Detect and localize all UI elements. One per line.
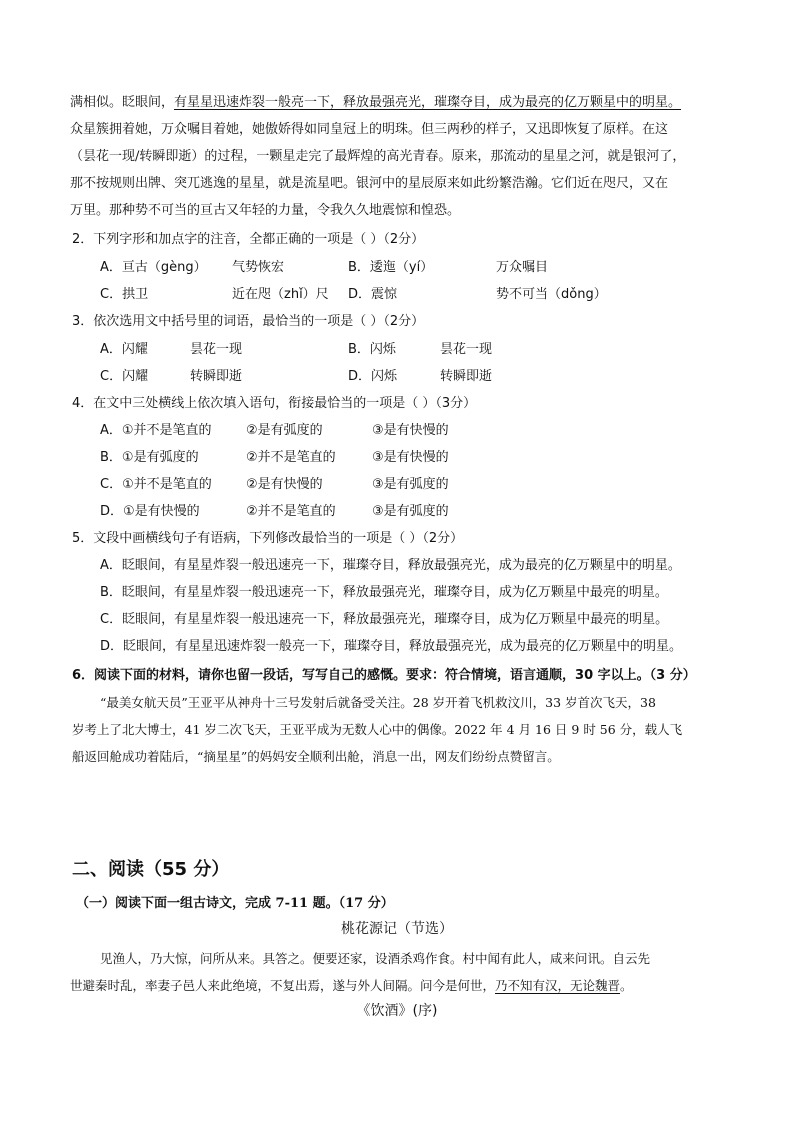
section-2-title: 二、阅读（55 分） (72, 859, 230, 880)
q3-option-c-word: 转瞬即逝 (190, 369, 243, 384)
passage-line-5: 万里。那种势不可当的亘古又年轻的力量，令我久久地震惊和惶恐。 (70, 203, 461, 218)
question-2-row-cd (100, 281, 740, 308)
q4-option-d-2: ②并不是笔直的 (246, 504, 336, 519)
question-3-row-cd (100, 363, 740, 390)
q4-option-b-1: B．①是有弧度的 (100, 450, 199, 465)
passage-line-2: 众星簇拥着她，万众嘱目着她，她傲娇得如同皇冠上的明珠。但三两秒的样子，又迅即恢复了原样。在这 (70, 122, 669, 137)
q4-option-d (100, 498, 740, 525)
q3-option-d: D．闪烁 (348, 369, 398, 384)
q2-option-c-word: 近在咫（zhǐ）尺 (232, 287, 329, 302)
q3-option-b-word: 昙花一现 (440, 342, 493, 357)
passage-line-3: （昙花一现/转瞬即逝）的过程，一颗星走完了最辉煌的高光青春。原来，那流动的星星之河，就是银河了， (70, 149, 686, 164)
q4-option-a (100, 417, 740, 444)
question-3-stem: 3．依次选用文中括号里的词语，最恰当的一项是（ ）（2分） (72, 314, 425, 329)
q4-option-c-2: ②是有快慢的 (246, 477, 323, 492)
q5-option-d: D．眨眼间，有星星迅速炸裂一般亮一下，璀璨夺目，释放最强亮光，成为最亮的亿万颗星中的明星。 (100, 639, 683, 654)
q4-option-c (100, 471, 740, 498)
underlined-phrase: 乃不知有汉，无论魏晋 (495, 978, 621, 993)
q2-option-a-word: 气势恢宏 (232, 260, 285, 275)
classical-text-line-2: 世避秦时乱，率妻子邑人来此绝境，不复出焉，遂与外人间隔。问今是何世，乃不知有汉，无论魏晋。 (70, 978, 633, 993)
q5-option-a: A．眨眼间，有星星炸裂一般迅速亮一下，璀璨夺目，释放最强亮光，成为最亮的亿万颗星中的明星。 (100, 558, 681, 573)
q4-option-b (100, 444, 740, 471)
passage-line-4: 那不按规则出牌、突兀逃逸的星星，就是流星吧。银河中的星辰原来如此纷繁浩瀚。它们近在咫尺，又在 (70, 176, 669, 191)
q5-option-b: B．眨眼间，有星星炸裂一般迅速亮一下，释放最强亮光，璀璨夺目，成为亿万颗星中最亮的明星。 (100, 585, 668, 600)
q3-option-d-word: 转瞬即逝 (440, 369, 493, 384)
q4-option-d-3: ③是有弧度的 (372, 504, 449, 519)
question-6-stem: 6．阅读下面的材料，请你也留一段话，写写自己的感慨。要求：符合情境，语言通顺，30 字以上。（3 分） (72, 668, 696, 683)
q2-option-d-word: 势不可当（dǒng） (496, 287, 607, 302)
q4-option-b-2: ②并不是笔直的 (246, 450, 336, 465)
q6-material-line-2: 岁考上了北大博士，41 岁二次飞天，王亚平成为无数人心中的偶像。2022 年 4 月 16 日 9 时 56 分，载人飞 (72, 722, 683, 737)
q4-option-c-1: C．①并不是笔直的 (100, 477, 212, 492)
q3-option-b: B．闪烁 (348, 342, 396, 357)
question-2-row-ab (100, 254, 740, 281)
q3-option-a-word: 昙花一现 (190, 342, 243, 357)
q2-option-c: C．拱卫 (100, 287, 149, 302)
text-title: 桃花源记（节选） (341, 921, 453, 937)
q2-option-a: A．亘古（gèng） (100, 260, 207, 275)
question-4-stem: 4．在文中三处横线上依次填入语句，衔接最恰当的一项是（ ）（3分） (72, 396, 477, 411)
q4-option-b-3: ③是有快慢的 (372, 450, 449, 465)
question-2-stem: 2．下列字形和加点字的注音，全都正确的一项是（ ）（2分） (72, 232, 425, 247)
question-5-stem: 5．文段中画横线句子有语病，下列修改最恰当的一项是（ ）（2分） (72, 531, 464, 546)
q4-option-d-1: D．①是有快慢的 (100, 504, 200, 519)
q2-option-d: D．震惊 (348, 287, 398, 302)
q4-option-c-3: ③是有弧度的 (372, 477, 449, 492)
q3-option-a: A．闪耀 (100, 342, 148, 357)
classical-text-line-1: 见渔人，乃大惊，问所从来。具答之。便要还家，设酒杀鸡作食。村中闻有此人，咸来问讯。自云先 (100, 951, 651, 966)
question-3-row-ab (100, 336, 740, 363)
q4-option-a-3: ③是有快慢的 (372, 423, 449, 438)
q3-option-c: C．闪耀 (100, 369, 149, 384)
next-text-title: 《饮酒》(序) (356, 1003, 438, 1019)
q6-material-line-3: 船返回舱成功着陆后，“摘星星”的妈妈安全顺利出舱，消息一出，网友们纷纷点赞留言。 (72, 749, 560, 764)
q6-material-line-1: “最美女航天员”王亚平从神舟十三号发射后就备受关注。28 岁开着飞机救汶川，33 岁首次飞天，38 (100, 695, 656, 710)
q4-option-a-1: A．①并不是笔直的 (100, 423, 212, 438)
q5-option-c: C．眨眼间，有星星炸裂一般迅速亮一下，释放最强亮光，璀璨夺目，成为亿万颗星中最亮的明星。 (100, 612, 669, 627)
q2-option-b-word: 万众嘱目 (496, 260, 549, 275)
underlined-sentence: 有星星迅速炸裂一般亮一下，释放最强亮光，璀璨夺目，成为最亮的亿万颗星中的明星。 (174, 95, 682, 110)
passage-line-1: 满相似。眨眼间，有星星迅速炸裂一般亮一下，释放最强亮光，璀璨夺目，成为最亮的亿万颗星中的明星。 (70, 95, 682, 110)
q2-option-b: B．逶迤（yí） (348, 260, 434, 275)
section-2-subtitle: （一）阅读下面一组古诗文，完成 7-11 题。（17 分） (76, 896, 394, 911)
q4-option-a-2: ②是有弧度的 (246, 423, 323, 438)
